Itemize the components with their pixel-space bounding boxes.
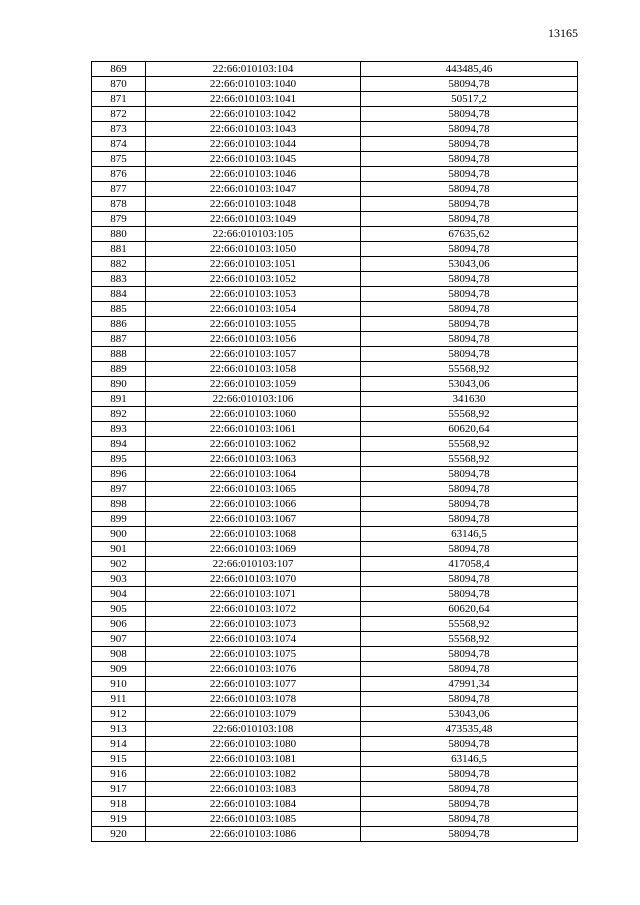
cadastral-number-cell: 22:66:010103:1065 xyxy=(146,482,361,497)
row-number-cell: 870 xyxy=(92,77,146,92)
cadastral-number-cell: 22:66:010103:105 xyxy=(146,227,361,242)
cadastral-value-cell: 58094,78 xyxy=(361,242,578,257)
row-number-cell: 907 xyxy=(92,632,146,647)
row-number-cell: 916 xyxy=(92,767,146,782)
cadastral-value-cell: 58094,78 xyxy=(361,542,578,557)
cadastral-value-cell: 55568,92 xyxy=(361,407,578,422)
cadastral-number-cell: 22:66:010103:1054 xyxy=(146,302,361,317)
table-row xyxy=(92,77,578,92)
table-row xyxy=(92,227,578,242)
cadastral-number-cell: 22:66:010103:1041 xyxy=(146,92,361,107)
row-number-cell: 903 xyxy=(92,572,146,587)
row-number-cell: 888 xyxy=(92,347,146,362)
row-number-cell: 897 xyxy=(92,482,146,497)
cadastral-value-cell: 50517,2 xyxy=(361,92,578,107)
cadastral-value-cell: 55568,92 xyxy=(361,632,578,647)
row-number-cell: 892 xyxy=(92,407,146,422)
cadastral-number-cell: 22:66:010103:1076 xyxy=(146,662,361,677)
cadastral-value-cell: 58094,78 xyxy=(361,287,578,302)
row-number-cell: 883 xyxy=(92,272,146,287)
cadastral-value-cell: 443485,46 xyxy=(361,62,578,77)
row-number-cell: 869 xyxy=(92,62,146,77)
cadastral-value-cell: 58094,78 xyxy=(361,467,578,482)
cadastral-number-cell: 22:66:010103:1079 xyxy=(146,707,361,722)
cadastral-value-cell: 58094,78 xyxy=(361,77,578,92)
cadastral-number-cell: 22:66:010103:1048 xyxy=(146,197,361,212)
table-row xyxy=(92,392,578,407)
table-row xyxy=(92,572,578,587)
cadastral-number-cell: 22:66:010103:1060 xyxy=(146,407,361,422)
cadastral-value-cell: 55568,92 xyxy=(361,437,578,452)
table-row xyxy=(92,737,578,752)
row-number-cell: 913 xyxy=(92,722,146,737)
table-row xyxy=(92,452,578,467)
cadastral-value-cell: 63146,5 xyxy=(361,527,578,542)
table-row xyxy=(92,662,578,677)
table-row xyxy=(92,752,578,767)
cadastral-value-cell: 58094,78 xyxy=(361,137,578,152)
row-number-cell: 876 xyxy=(92,167,146,182)
cadastral-value-cell: 55568,92 xyxy=(361,617,578,632)
row-number-cell: 882 xyxy=(92,257,146,272)
cadastral-number-cell: 22:66:010103:1062 xyxy=(146,437,361,452)
table-row xyxy=(92,287,578,302)
cadastral-value-cell: 58094,78 xyxy=(361,197,578,212)
table-row xyxy=(92,797,578,812)
table-row xyxy=(92,692,578,707)
row-number-cell: 901 xyxy=(92,542,146,557)
cadastral-value-cell: 67635,62 xyxy=(361,227,578,242)
cadastral-value-cell: 58094,78 xyxy=(361,587,578,602)
table-row xyxy=(92,272,578,287)
table-row xyxy=(92,137,578,152)
row-number-cell: 891 xyxy=(92,392,146,407)
row-number-cell: 904 xyxy=(92,587,146,602)
cadastral-value-cell: 341630 xyxy=(361,392,578,407)
row-number-cell: 920 xyxy=(92,827,146,842)
row-number-cell: 878 xyxy=(92,197,146,212)
cadastral-value-cell: 58094,78 xyxy=(361,827,578,842)
table-row xyxy=(92,212,578,227)
cadastral-value-cell: 53043,06 xyxy=(361,707,578,722)
row-number-cell: 899 xyxy=(92,512,146,527)
table-row xyxy=(92,482,578,497)
cadastral-number-cell: 22:66:010103:1049 xyxy=(146,212,361,227)
table-row xyxy=(92,167,578,182)
row-number-cell: 910 xyxy=(92,677,146,692)
cadastral-number-cell: 22:66:010103:107 xyxy=(146,557,361,572)
row-number-cell: 884 xyxy=(92,287,146,302)
cadastral-number-cell: 22:66:010103:1074 xyxy=(146,632,361,647)
row-number-cell: 915 xyxy=(92,752,146,767)
cadastral-number-cell: 22:66:010103:1080 xyxy=(146,737,361,752)
table-row xyxy=(92,527,578,542)
cadastral-value-cell: 58094,78 xyxy=(361,782,578,797)
table-row xyxy=(92,182,578,197)
row-number-cell: 872 xyxy=(92,107,146,122)
table-row xyxy=(92,437,578,452)
cadastral-number-cell: 22:66:010103:1053 xyxy=(146,287,361,302)
table-row xyxy=(92,92,578,107)
cadastral-value-cell: 53043,06 xyxy=(361,377,578,392)
cadastral-number-cell: 22:66:010103:1055 xyxy=(146,317,361,332)
row-number-cell: 890 xyxy=(92,377,146,392)
cadastral-number-cell: 22:66:010103:1058 xyxy=(146,362,361,377)
cadastral-value-cell: 58094,78 xyxy=(361,182,578,197)
table-row xyxy=(92,767,578,782)
cadastral-number-cell: 22:66:010103:1043 xyxy=(146,122,361,137)
row-number-cell: 874 xyxy=(92,137,146,152)
row-number-cell: 906 xyxy=(92,617,146,632)
table-row xyxy=(92,347,578,362)
row-number-cell: 886 xyxy=(92,317,146,332)
cadastral-value-cell: 60620,64 xyxy=(361,422,578,437)
cadastral-number-cell: 22:66:010103:1047 xyxy=(146,182,361,197)
cadastral-number-cell: 22:66:010103:1075 xyxy=(146,647,361,662)
row-number-cell: 918 xyxy=(92,797,146,812)
cadastral-number-cell: 22:66:010103:1072 xyxy=(146,602,361,617)
row-number-cell: 896 xyxy=(92,467,146,482)
cadastral-number-cell: 22:66:010103:1063 xyxy=(146,452,361,467)
table-row xyxy=(92,632,578,647)
row-number-cell: 908 xyxy=(92,647,146,662)
cadastral-value-cell: 58094,78 xyxy=(361,767,578,782)
row-number-cell: 909 xyxy=(92,662,146,677)
table-row xyxy=(92,317,578,332)
cadastral-number-cell: 22:66:010103:1070 xyxy=(146,572,361,587)
table-row xyxy=(92,467,578,482)
cadastral-value-cell: 47991,34 xyxy=(361,677,578,692)
cadastral-number-cell: 22:66:010103:1057 xyxy=(146,347,361,362)
cadastral-value-cell: 58094,78 xyxy=(361,212,578,227)
cadastral-number-cell: 22:66:010103:1069 xyxy=(146,542,361,557)
cadastral-number-cell: 22:66:010103:1077 xyxy=(146,677,361,692)
row-number-cell: 917 xyxy=(92,782,146,797)
table-row xyxy=(92,557,578,572)
cadastral-number-cell: 22:66:010103:1082 xyxy=(146,767,361,782)
row-number-cell: 875 xyxy=(92,152,146,167)
cadastral-number-cell: 22:66:010103:1066 xyxy=(146,497,361,512)
table-row xyxy=(92,497,578,512)
cadastral-value-cell: 58094,78 xyxy=(361,317,578,332)
cadastral-number-cell: 22:66:010103:1056 xyxy=(146,332,361,347)
cadastral-number-cell: 22:66:010103:106 xyxy=(146,392,361,407)
cadastral-value-cell: 58094,78 xyxy=(361,107,578,122)
cadastral-value-cell: 53043,06 xyxy=(361,257,578,272)
table-row xyxy=(92,62,578,77)
cadastral-number-cell: 22:66:010103:1085 xyxy=(146,812,361,827)
cadastral-number-cell: 22:66:010103:1081 xyxy=(146,752,361,767)
cadastral-number-cell: 22:66:010103:1084 xyxy=(146,797,361,812)
table-row xyxy=(92,107,578,122)
cadastral-number-cell: 22:66:010103:1046 xyxy=(146,167,361,182)
table-row xyxy=(92,707,578,722)
cadastral-number-cell: 22:66:010103:1051 xyxy=(146,257,361,272)
cadastral-value-cell: 58094,78 xyxy=(361,662,578,677)
row-number-cell: 893 xyxy=(92,422,146,437)
cadastral-value-cell: 58094,78 xyxy=(361,347,578,362)
table-row xyxy=(92,512,578,527)
cadastral-value-cell: 417058,4 xyxy=(361,557,578,572)
cadastral-value-cell: 58094,78 xyxy=(361,497,578,512)
cadastral-value-cell: 58094,78 xyxy=(361,152,578,167)
table-row xyxy=(92,362,578,377)
table-row xyxy=(92,257,578,272)
cadastral-number-cell: 22:66:010103:1044 xyxy=(146,137,361,152)
table-row xyxy=(92,722,578,737)
cadastral-number-cell: 22:66:010103:1042 xyxy=(146,107,361,122)
row-number-cell: 880 xyxy=(92,227,146,242)
cadastral-value-cell: 58094,78 xyxy=(361,332,578,347)
cadastral-value-cell: 58094,78 xyxy=(361,737,578,752)
row-number-cell: 912 xyxy=(92,707,146,722)
table-row xyxy=(92,197,578,212)
table-row xyxy=(92,407,578,422)
table-row xyxy=(92,542,578,557)
row-number-cell: 871 xyxy=(92,92,146,107)
row-number-cell: 894 xyxy=(92,437,146,452)
cadastral-value-cell: 58094,78 xyxy=(361,122,578,137)
cadastral-number-cell: 22:66:010103:104 xyxy=(146,62,361,77)
cadastral-number-cell: 22:66:010103:1050 xyxy=(146,242,361,257)
cadastral-value-cell: 58094,78 xyxy=(361,302,578,317)
page-number: 13165 xyxy=(548,26,578,40)
table-row xyxy=(92,617,578,632)
table-row xyxy=(92,782,578,797)
cadastral-number-cell: 22:66:010103:1040 xyxy=(146,77,361,92)
cadastral-number-cell: 22:66:010103:1071 xyxy=(146,587,361,602)
table-row xyxy=(92,602,578,617)
table-row xyxy=(92,647,578,662)
table-body xyxy=(92,62,578,842)
cadastral-number-cell: 22:66:010103:1083 xyxy=(146,782,361,797)
cadastral-value-cell: 63146,5 xyxy=(361,752,578,767)
table-row xyxy=(92,677,578,692)
cadastral-number-cell: 22:66:010103:1078 xyxy=(146,692,361,707)
row-number-cell: 879 xyxy=(92,212,146,227)
table-row xyxy=(92,812,578,827)
table-row xyxy=(92,302,578,317)
cadastral-value-cell: 58094,78 xyxy=(361,647,578,662)
row-number-cell: 887 xyxy=(92,332,146,347)
cadastral-value-cell: 58094,78 xyxy=(361,167,578,182)
row-number-cell: 911 xyxy=(92,692,146,707)
cadastral-number-cell: 22:66:010103:1086 xyxy=(146,827,361,842)
row-number-cell: 900 xyxy=(92,527,146,542)
cadastral-number-cell: 22:66:010103:1064 xyxy=(146,467,361,482)
table-row xyxy=(92,827,578,842)
cadastral-number-cell: 22:66:010103:1073 xyxy=(146,617,361,632)
row-number-cell: 919 xyxy=(92,812,146,827)
row-number-cell: 885 xyxy=(92,302,146,317)
table-row xyxy=(92,332,578,347)
row-number-cell: 898 xyxy=(92,497,146,512)
table-row xyxy=(92,377,578,392)
cadastral-number-cell: 22:66:010103:1061 xyxy=(146,422,361,437)
cadastral-value-cell: 55568,92 xyxy=(361,452,578,467)
table-row xyxy=(92,152,578,167)
row-number-cell: 914 xyxy=(92,737,146,752)
table-row xyxy=(92,587,578,602)
cadastral-number-cell: 22:66:010103:1068 xyxy=(146,527,361,542)
cadastral-value-cell: 58094,78 xyxy=(361,512,578,527)
cadastral-value-cell: 58094,78 xyxy=(361,482,578,497)
cadastral-value-cell: 58094,78 xyxy=(361,572,578,587)
cadastral-number-cell: 22:66:010103:1045 xyxy=(146,152,361,167)
cadastral-value-cell: 55568,92 xyxy=(361,362,578,377)
row-number-cell: 905 xyxy=(92,602,146,617)
table-row xyxy=(92,122,578,137)
cadastral-value-cell: 58094,78 xyxy=(361,812,578,827)
cadastral-number-cell: 22:66:010103:1052 xyxy=(146,272,361,287)
cadastral-value-cell: 58094,78 xyxy=(361,797,578,812)
row-number-cell: 902 xyxy=(92,557,146,572)
row-number-cell: 873 xyxy=(92,122,146,137)
cadastral-value-table xyxy=(91,61,578,842)
cadastral-number-cell: 22:66:010103:1067 xyxy=(146,512,361,527)
table-row xyxy=(92,242,578,257)
table-row xyxy=(92,422,578,437)
cadastral-value-cell: 60620,64 xyxy=(361,602,578,617)
cadastral-value-cell: 58094,78 xyxy=(361,692,578,707)
cadastral-number-cell: 22:66:010103:108 xyxy=(146,722,361,737)
row-number-cell: 889 xyxy=(92,362,146,377)
row-number-cell: 877 xyxy=(92,182,146,197)
row-number-cell: 895 xyxy=(92,452,146,467)
row-number-cell: 881 xyxy=(92,242,146,257)
cadastral-value-cell: 473535,48 xyxy=(361,722,578,737)
cadastral-value-cell: 58094,78 xyxy=(361,272,578,287)
cadastral-number-cell: 22:66:010103:1059 xyxy=(146,377,361,392)
